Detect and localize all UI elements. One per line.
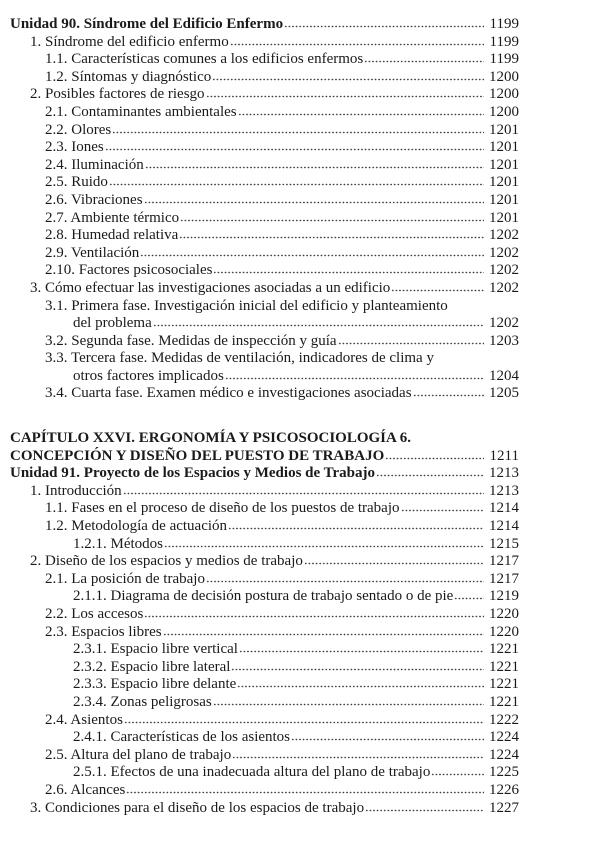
- dot-leader: [232, 756, 484, 759]
- entry-title: 2.2. Los accesos: [45, 606, 144, 622]
- toc-heading[interactable]: [10, 465, 519, 483]
- page-number: 1225: [489, 764, 519, 781]
- page-number: 1205: [489, 385, 519, 402]
- toc-entry[interactable]: [10, 385, 519, 403]
- entry-title: 2.4. Iluminación: [45, 156, 144, 173]
- toc-entry[interactable]: [10, 553, 519, 571]
- page-number: 1199: [489, 16, 519, 32]
- dot-leader: [230, 43, 484, 46]
- dot-leader: [126, 791, 484, 794]
- entry-title: 1.1. Fases en el proceso de diseño de los puestos de trabajo: [45, 500, 400, 517]
- page-number: 1221: [489, 693, 519, 710]
- entry-title: 1.2.1. Métodos: [73, 535, 163, 552]
- entry-title: 2.2. Olores: [45, 121, 112, 138]
- toc-entry[interactable]: [10, 210, 519, 228]
- dot-leader: [225, 377, 484, 380]
- page-number: 1200: [489, 68, 519, 85]
- dot-leader: [231, 668, 484, 671]
- page-number: 1202: [489, 262, 519, 279]
- dot-leader: [109, 183, 484, 186]
- table-of-contents: [10, 16, 519, 817]
- toc-entry[interactable]: [10, 764, 519, 782]
- entry-title: 2.3.3. Espacio libre delante: [73, 676, 237, 693]
- toc-entry[interactable]: [10, 483, 519, 501]
- entry-title: 2.4.1. Características de los asientos: [73, 729, 291, 746]
- dot-leader: [391, 289, 484, 292]
- page-number: 1201: [489, 191, 519, 208]
- toc-heading[interactable]: [10, 16, 519, 34]
- dot-leader: [228, 527, 484, 530]
- entry-title: 2.4. Asientos: [45, 711, 123, 728]
- toc-entry[interactable]: [10, 641, 519, 659]
- toc-entry[interactable]: [10, 518, 519, 536]
- dot-leader: [145, 166, 484, 169]
- page-number: 1227: [489, 799, 519, 816]
- toc-entry[interactable]: [10, 139, 519, 157]
- toc-entry[interactable]: [10, 104, 519, 122]
- entry-title: Unidad 91. Proyecto de los Espacios y Medios de Trabajo: [10, 465, 376, 482]
- dot-leader: [206, 580, 484, 583]
- page-number: 1217: [489, 570, 519, 587]
- page-number: 1215: [489, 535, 519, 552]
- dot-leader: [144, 615, 484, 618]
- page-number: 1219: [489, 588, 519, 605]
- page-number: 1202: [489, 227, 519, 244]
- page-number: 1202: [489, 244, 519, 261]
- toc-entry[interactable]: [10, 86, 519, 104]
- entry-title: 2.8. Humedad relativa: [45, 227, 179, 244]
- page-number: 1211: [489, 447, 519, 464]
- page-number: 1201: [489, 139, 519, 156]
- dot-leader: [239, 650, 484, 653]
- entry-title: 1. Síndrome del edificio enfermo: [30, 33, 229, 50]
- page-number: 1221: [489, 658, 519, 675]
- toc-entry[interactable]: [10, 624, 519, 642]
- entry-title: 2.5. Ruido: [45, 174, 108, 191]
- entry-title: 2.5. Altura del plano de trabajo: [45, 746, 232, 763]
- toc-entry[interactable]: [10, 69, 519, 87]
- page-number: 1224: [489, 729, 519, 746]
- entry-title: 3.3. Tercera fase. Medidas de ventilación, indicadores de clima y: [45, 350, 434, 367]
- page-number: 1200: [489, 103, 519, 120]
- entry-title: del problema: [73, 315, 152, 332]
- entry-title: 2.5.1. Efectos de una inadecuada altura del plano de trabajo: [73, 764, 431, 781]
- entry-title: 1.2. Metodología de actuación: [45, 518, 228, 535]
- toc-entry[interactable]: [10, 280, 519, 298]
- toc-entry[interactable]: [10, 676, 519, 694]
- entry-title: 1.2. Síntomas y diagnóstico: [45, 68, 212, 85]
- entry-title: 3.1. Primera fase. Investigación inicial del edificio y planteamiento: [45, 297, 448, 314]
- page-number: 1201: [489, 209, 519, 226]
- page-number: 1202: [489, 315, 519, 332]
- toc-entry[interactable]: [10, 571, 519, 589]
- entry-title: 2.7. Ambiente térmico: [45, 209, 180, 226]
- entry-title: 2.3. Iones: [45, 139, 104, 156]
- toc-entry[interactable]: [10, 315, 519, 333]
- toc-entry[interactable]: [10, 712, 519, 730]
- entry-title: 2.3.4. Zonas peligrosas: [73, 693, 212, 710]
- toc-entry[interactable]: [10, 588, 519, 606]
- toc-entry[interactable]: [10, 174, 519, 192]
- toc-entry[interactable]: [10, 298, 519, 316]
- entry-title: 2. Posibles factores de riesgo: [30, 86, 205, 103]
- toc-entry[interactable]: [10, 350, 519, 368]
- page-number: 1202: [489, 279, 519, 296]
- dot-leader: [112, 131, 484, 134]
- dot-leader: [338, 342, 484, 345]
- page-number: 1214: [489, 518, 519, 535]
- entry-title: 3.2. Segunda fase. Medidas de inspección y guía: [45, 332, 337, 349]
- entry-title: 2.3. Espacios libres: [45, 623, 162, 640]
- dot-leader: [237, 685, 484, 688]
- page-number: 1220: [489, 623, 519, 640]
- entry-title: CAPÍTULO XXVI. ERGONOMÍA Y PSICOSOCIOLOGÍA 6.: [10, 430, 412, 447]
- entry-title: 1.1. Características comunes a los edificios enfermos: [45, 51, 364, 68]
- page-number: 1217: [489, 553, 519, 570]
- dot-leader: [124, 721, 484, 724]
- toc-heading[interactable]: [10, 448, 519, 466]
- page-number: 1199: [489, 33, 519, 50]
- toc-entry[interactable]: [10, 800, 519, 818]
- toc-entry[interactable]: [10, 747, 519, 765]
- toc-entry[interactable]: [10, 659, 519, 677]
- dot-leader: [164, 545, 484, 548]
- entry-title: 3. Condiciones para el diseño de los espacios de trabajo: [30, 799, 365, 816]
- entry-title: 3. Cómo efectuar las investigaciones asociadas a un edificio: [30, 279, 391, 296]
- section-gap: [10, 403, 519, 430]
- toc-entry[interactable]: [10, 192, 519, 210]
- toc-entry[interactable]: [10, 262, 519, 280]
- toc-entry[interactable]: [10, 122, 519, 140]
- page-number: 1221: [489, 641, 519, 658]
- dot-leader: [401, 509, 485, 512]
- entry-title: 1. Introducción: [30, 482, 122, 499]
- page-number: 1201: [489, 121, 519, 138]
- page-number: 1221: [489, 676, 519, 693]
- entry-title: otros factores implicados: [73, 367, 224, 384]
- page-number: 1214: [489, 500, 519, 517]
- page-number: 1224: [489, 746, 519, 763]
- dot-leader: [153, 324, 484, 327]
- entry-title: 2.6. Alcances: [45, 781, 126, 798]
- dot-leader: [376, 474, 484, 477]
- dot-leader: [206, 95, 484, 98]
- page-number: 1201: [489, 174, 519, 191]
- dot-leader: [212, 78, 484, 81]
- entry-title: 3.4. Cuarta fase. Examen médico e investigaciones asociadas: [45, 385, 412, 402]
- dot-leader: [449, 307, 484, 310]
- dot-leader: [364, 60, 484, 63]
- toc-heading[interactable]: [10, 430, 519, 448]
- toc-entry[interactable]: [10, 694, 519, 712]
- dot-leader: [304, 562, 484, 565]
- dot-leader: [144, 201, 484, 204]
- toc-entry[interactable]: [10, 34, 519, 52]
- dot-leader: [291, 738, 484, 741]
- entry-title: 2. Diseño de los espacios y medios de trabajo: [30, 553, 303, 570]
- page-number: 1226: [489, 781, 519, 798]
- toc-entry[interactable]: [10, 536, 519, 554]
- entry-title: 2.9. Ventilación: [45, 244, 140, 261]
- entry-title: CONCEPCIÓN Y DISEÑO DEL PUESTO DE TRABAJO: [10, 447, 385, 464]
- toc-entry[interactable]: [10, 368, 519, 386]
- page-number: 1200: [489, 86, 519, 103]
- toc-entry[interactable]: [10, 782, 519, 800]
- toc-entry[interactable]: [10, 157, 519, 175]
- dot-leader: [213, 703, 484, 706]
- page-number: 1213: [489, 465, 519, 482]
- page-number: 1204: [489, 367, 519, 384]
- page-number: 1201: [489, 156, 519, 173]
- page-number: 1203: [489, 332, 519, 349]
- dot-leader: [431, 773, 484, 776]
- dot-leader: [435, 359, 484, 362]
- entry-title: 2.3.2. Espacio libre lateral: [73, 658, 231, 675]
- dot-leader: [454, 597, 484, 600]
- dot-leader: [385, 457, 484, 460]
- entry-title: 2.10. Factores psicosociales: [45, 262, 213, 279]
- dot-leader: [213, 271, 484, 274]
- page-number: 1199: [489, 51, 519, 68]
- dot-leader: [140, 254, 484, 257]
- dot-leader: [238, 113, 484, 116]
- toc-entry[interactable]: [10, 606, 519, 624]
- toc-entry[interactable]: [10, 227, 519, 245]
- dot-leader: [412, 439, 484, 442]
- dot-leader: [180, 219, 484, 222]
- entry-title: 2.6. Vibraciones: [45, 191, 143, 208]
- dot-leader: [179, 236, 484, 239]
- toc-entry[interactable]: [10, 333, 519, 351]
- entry-title: 2.1.1. Diagrama de decisión postura de trabajo sentado o de pie: [73, 588, 454, 605]
- entry-title: 2.1. Contaminantes ambientales: [45, 103, 237, 120]
- dot-leader: [284, 25, 484, 28]
- entry-title: 2.3.1. Espacio libre vertical: [73, 641, 238, 658]
- page-number: 1213: [489, 482, 519, 499]
- dot-leader: [123, 492, 484, 495]
- dot-leader: [413, 394, 484, 397]
- toc-entry[interactable]: [10, 729, 519, 747]
- toc-entry[interactable]: [10, 51, 519, 69]
- entry-title: Unidad 90. Síndrome del Edificio Enfermo: [10, 16, 284, 32]
- toc-entry[interactable]: [10, 500, 519, 518]
- page-number: 1222: [489, 711, 519, 728]
- page-number: 1220: [489, 606, 519, 622]
- entry-title: 2.1. La posición de trabajo: [45, 570, 205, 587]
- dot-leader: [105, 148, 484, 151]
- dot-leader: [365, 809, 484, 812]
- toc-entry[interactable]: [10, 245, 519, 263]
- dot-leader: [163, 633, 484, 636]
